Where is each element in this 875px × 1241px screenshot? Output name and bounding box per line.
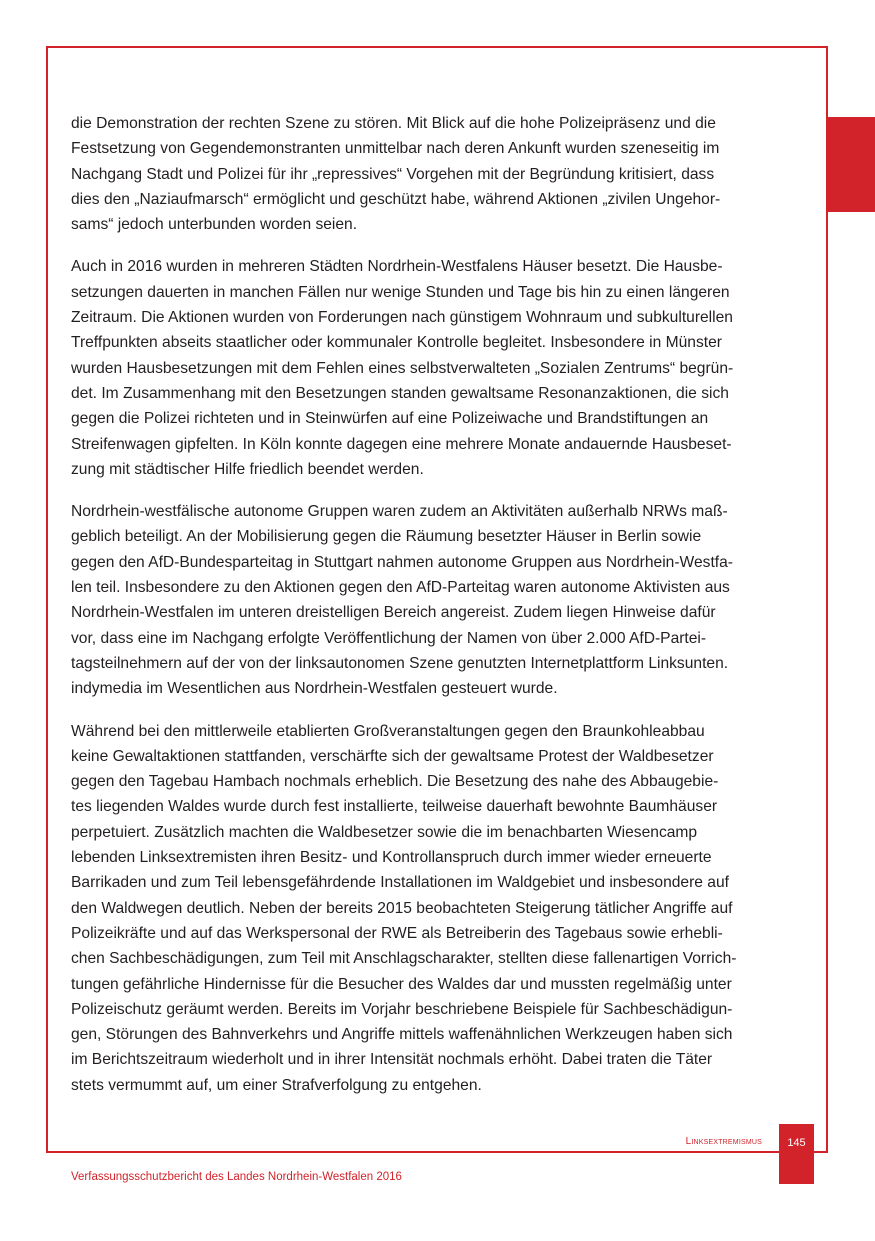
text-line: Während bei den mittlerweile etablierten Großveranstaltungen gegen den Braunkohleabbau <box>71 722 705 740</box>
text-line: vor, dass eine im Nachgang erfolgte Veröffentlichung der Namen von über 2.000 AfD-Partei- <box>71 629 707 647</box>
paragraph <box>71 111 807 237</box>
text-line: stets vermummt auf, um einer Strafverfolgung zu entgehen. <box>71 1076 482 1094</box>
text-line: tes liegenden Waldes wurde durch fest installierte, teilweise dauerhaft bewohnte Baumhäuser <box>71 798 718 816</box>
text-line: zung mit städtischer Hilfe friedlich beendet werden. <box>71 460 424 478</box>
text-line: Streifenwagen gipfelten. In Köln konnte dagegen eine mehrere Monate andauernde Hausbeset- <box>71 435 732 453</box>
text-line: gen, Störungen des Bahnverkehrs und Angriffe mittels waffenähnlichen Werkzeugen haben sich <box>71 1026 733 1044</box>
text-line: geblich beteiligt. An der Mobilisierung gegen die Räumung besetzter Häuser in Berlin sowie <box>71 528 702 546</box>
text-line: perpetuiert. Zusätzlich machten die Waldbesetzer sowie die im benachbarten Wiesencamp <box>71 823 698 841</box>
text-line: chen Sachbeschädigungen, zum Teil mit Anschlagscharakter, stellten diese fallenartigen Vorrich- <box>71 950 737 968</box>
text-line: Barrikaden und zum Teil lebensgefährdende Installationen im Waldgebiet und insbesondere auf <box>71 874 729 892</box>
text-line: keine Gewaltaktionen stattfanden, verschärfte sich der gewaltsame Protest der Waldbesetzer <box>71 747 714 765</box>
text-line: len teil. Insbesondere zu den Aktionen gegen den AfD-Parteitag waren autonome Aktivisten aus <box>71 579 730 597</box>
text-line: tungen gefährliche Hindernisse für die Besucher des Waldes dar und mussten regelmäßig unter <box>71 975 732 993</box>
text-line: lebenden Linksextremisten ihren Besitz- und Kontrollanspruch durch immer wieder erneuerte <box>71 849 712 867</box>
text-line: tagsteilnehmern auf der von der linksautonomen Szene genutzten Internetplattform Linksunten. <box>71 654 729 672</box>
text-line: dies den „Naziaufmarsch“ ermöglicht und geschützt habe, während Aktionen „zivilen Ungehor- <box>71 190 721 208</box>
running-head: Linksextremismus <box>685 1136 762 1147</box>
text-line: Treffpunkten abseits staatlicher oder kommunaler Kontrolle begleitet. Insbesondere in Münster <box>71 334 722 352</box>
text-line: wurden Hausbesetzungen mit dem Fehlen eines selbstverwalteten „Sozialen Zentrums“ begrün- <box>71 359 734 377</box>
text-line: den Waldwegen deutlich. Neben der bereits 2015 beobachteten Steigerung tätlicher Angriffe auf <box>71 899 733 917</box>
paragraph <box>71 254 807 482</box>
text-line: sams“ jedoch unterbunden worden seien. <box>71 216 358 234</box>
text-line: Auch in 2016 wurden in mehreren Städten Nordrhein-Westfalens Häuser besetzt. Die Hausbe- <box>71 258 723 276</box>
text-line: indymedia im Wesentlichen aus Nordrhein-Westfalen gesteuert wurde. <box>71 680 558 698</box>
text-line: Nordrhein-westfälische autonome Gruppen waren zudem an Aktivitäten außerhalb NRWs maß- <box>71 503 728 521</box>
text-line: die Demonstration der rechten Szene zu stören. Mit Blick auf die hohe Polizeipräsenz und die <box>71 115 716 132</box>
text-line: Polizeischutz geräumt werden. Bereits im Vorjahr beschriebene Beispiele für Sachbeschädigun- <box>71 1000 733 1018</box>
footer-text: Verfassungsschutzbericht des Landes Nordrhein-Westfalen 2016 <box>71 1171 402 1183</box>
page-number: 145 <box>779 1124 814 1184</box>
text-line: setzungen dauerten in manchen Fällen nur wenige Stunden und Tage bis hin zu einen längeren <box>71 283 730 301</box>
text-line: Festsetzung von Gegendemonstranten unmittelbar nach deren Ankunft wurden szeneseitig im <box>71 140 720 158</box>
text-line: gegen die Polizei richteten und in Steinwürfen auf eine Polizeiwache und Brandstiftungen an <box>71 410 709 428</box>
paragraph <box>71 499 807 701</box>
text-line: Nordrhein-Westfalen im unteren dreistelligen Bereich angereist. Zudem liegen Hinweise dafür <box>71 604 716 622</box>
text-line: gegen den Tagebau Hambach nochmals erheblich. Die Besetzung des nahe des Abbaugebie- <box>71 773 719 791</box>
text-line: gegen den AfD-Bundesparteitag in Stuttgart nahmen autonome Gruppen aus Nordrhein-Westfa- <box>71 553 733 571</box>
text-line: im Berichtszeitraum wiederholt und in ihrer Intensität nochmals erhöht. Dabei traten die Täter <box>71 1051 713 1069</box>
text-line: det. Im Zusammenhang mit den Besetzungen standen gewaltsame Resonanzaktionen, die sich <box>71 384 729 402</box>
chapter-tab <box>828 117 875 212</box>
text-line: Nachgang Stadt und Polizei für ihr „repressives“ Vorgehen mit der Begründung kritisiert, dass <box>71 165 715 183</box>
text-line: Polizeikräfte und auf das Werkspersonal der RWE als Betreiberin des Tagebaus sowie erhebli- <box>71 924 723 942</box>
text-line: Zeitraum. Die Aktionen wurden von Forderungen nach günstigem Wohnraum und subkulturellen <box>71 309 733 327</box>
body-text <box>71 111 807 1115</box>
paragraph <box>71 719 807 1098</box>
